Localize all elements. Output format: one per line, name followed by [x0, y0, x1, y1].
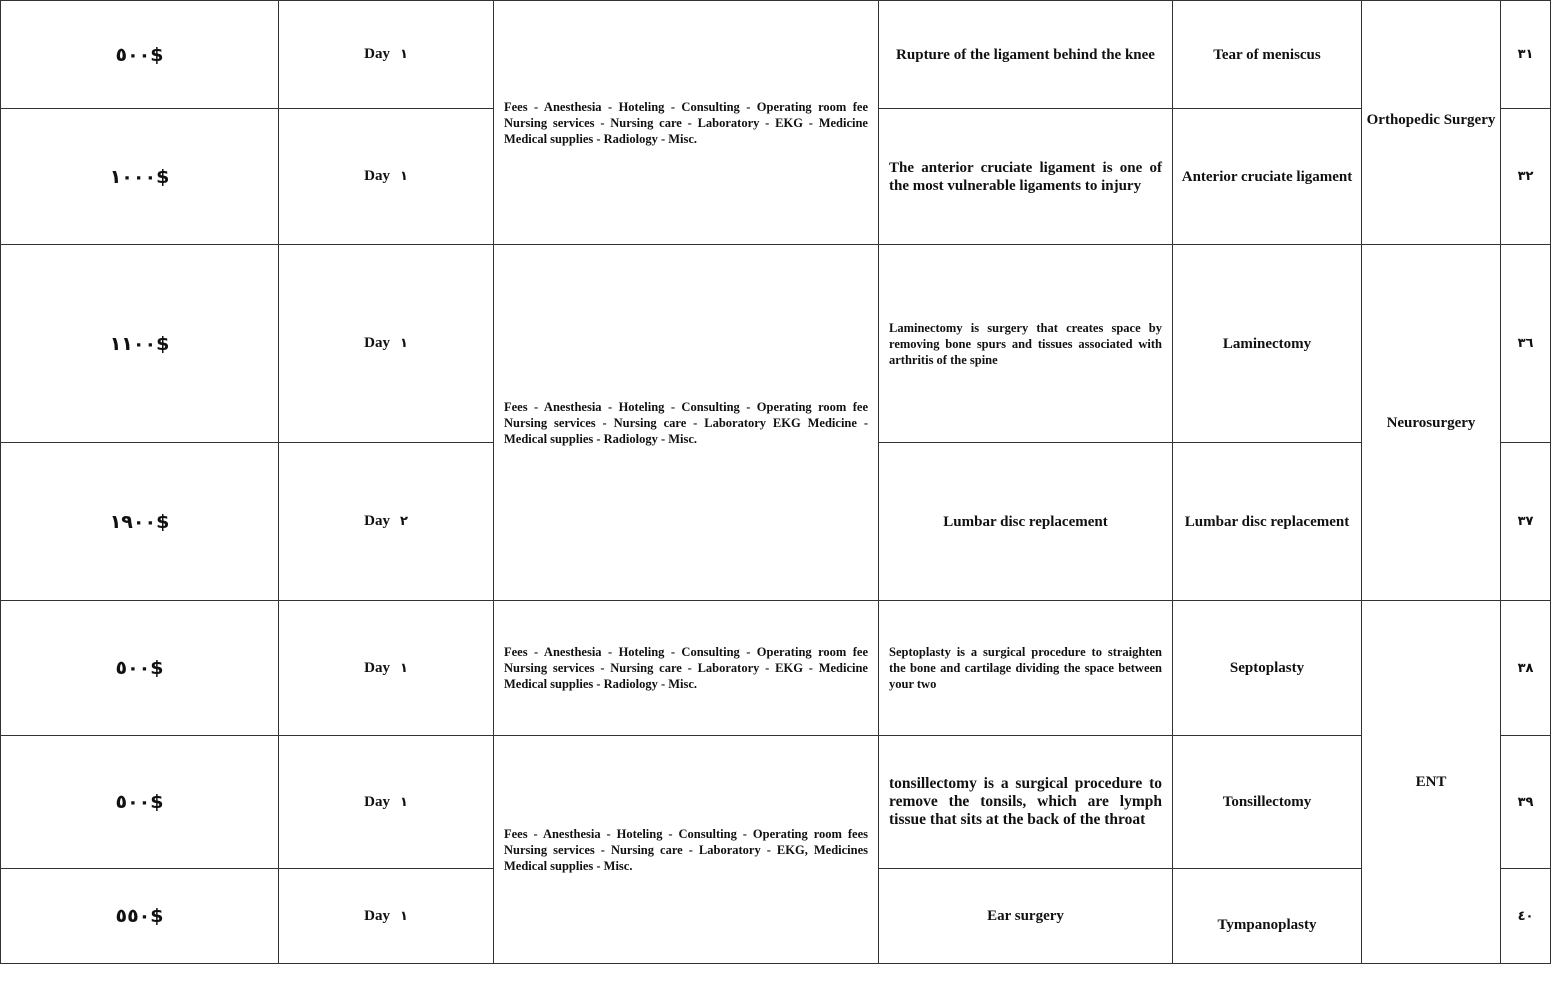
description-cell — [879, 601, 1173, 736]
services-cell: Fees - Anesthesia - Hoteling - Consulting - Operating room fee Nursing services - Nursing care - Laboratory - EKG - Medicine Medical supplies - Radiology - Misc. — [494, 601, 879, 736]
stay-unit: Day — [364, 513, 390, 529]
description-cell: Ear surgery — [879, 869, 1173, 964]
department-orthopedic: Orthopedic Surgery — [1366, 111, 1496, 128]
services-cell: Fees - Anesthesia - Hoteling - Consulting - Operating room fee Nursing services - Nursing care - Laboratory EKG Medicine - Medical supplies - Radiology - Misc. — [494, 245, 879, 601]
row-index: ٣٧ — [1501, 443, 1551, 601]
stay-unit: Day — [364, 907, 390, 924]
row-index: ٣١ — [1501, 1, 1551, 109]
price-cell: ٥٠٠$ — [1, 736, 279, 869]
stay-days: ٢ — [399, 514, 408, 529]
procedure-cell: Septoplasty — [1173, 601, 1362, 736]
row-index: ٣٢ — [1501, 109, 1551, 245]
description-cell: Lumbar disc replacement — [879, 443, 1173, 601]
stay-days: ١ — [399, 794, 408, 810]
stay-unit: Day — [364, 168, 390, 184]
stay-unit: Day — [364, 659, 390, 676]
stay-cell — [279, 601, 494, 736]
department-cell — [1362, 1, 1501, 245]
stay-cell — [279, 736, 494, 869]
stay-unit: Day — [364, 46, 390, 62]
services-cell: Fees - Anesthesia - Hoteling - Consulting - Operating room fee Nursing services - Nursing care - Laboratory - EKG - Medicine Medical supplies - Radiology - Misc. — [494, 1, 879, 245]
table-row — [1, 736, 1551, 869]
stay-cell — [279, 869, 494, 964]
table-row — [1, 245, 1551, 443]
services-cell: Fees - Anesthesia - Hoteling - Consulting - Operating room fees Nursing services - Nursing care - Laboratory - EKG, Medicines Medical supplies - Misc. — [494, 736, 879, 964]
table-row — [1, 601, 1551, 736]
department-cell — [1362, 601, 1501, 964]
price-cell: ٥٥٠$ — [1, 869, 279, 964]
stay-days: ١ — [399, 660, 408, 676]
description-cell: Rupture of the ligament behind the knee — [879, 1, 1173, 109]
description-cell: tonsillectomy is a surgical procedure to remove the tonsils, which are lymph tissue that sits at the back of the throat — [879, 736, 1173, 869]
stay-cell — [279, 245, 494, 443]
procedure-cell: Tonsillectomy — [1173, 736, 1362, 869]
stay-days: ١ — [399, 169, 408, 184]
stay-cell — [279, 1, 494, 109]
stay-cell — [279, 109, 494, 245]
row-index: ٤٠ — [1501, 869, 1551, 964]
stay-unit: Day — [364, 335, 390, 351]
price-cell: ١٩٠٠$ — [1, 443, 279, 601]
stay-cell — [279, 443, 494, 601]
price-cell: ٥٠٠$ — [1, 1, 279, 109]
description-text: Septoplasty is a surgical procedure to straighten the bone and cartilage dividing the space between your two — [889, 645, 1162, 691]
department-cell — [1362, 245, 1501, 601]
stay-unit: Day — [364, 793, 390, 810]
procedure-cell: Tympanoplasty — [1173, 869, 1362, 964]
procedure-cell: Tear of meniscus — [1173, 1, 1362, 109]
price-cell: ١٠٠٠$ — [1, 109, 279, 245]
row-index: ٣٨ — [1501, 601, 1551, 736]
row-index: ٣٦ — [1501, 245, 1551, 443]
department-neurosurgery: Neurosurgery — [1386, 414, 1476, 431]
stay-days: ١ — [399, 336, 408, 351]
department-ent: ENT — [1415, 774, 1447, 790]
table-row — [1, 1, 1551, 109]
description-cell: The anterior cruciate ligament is one of the most vulnerable ligaments to injury — [879, 109, 1173, 245]
procedure-cell: Laminectomy — [1173, 245, 1362, 443]
procedure-cell: Anterior cruciate ligament — [1173, 109, 1362, 245]
stay-days: ١ — [399, 908, 408, 924]
description-cell: Laminectomy is surgery that creates space by removing bone spurs and tissues associated with arthritis of the spine — [879, 245, 1173, 443]
row-index: ٣٩ — [1501, 736, 1551, 869]
price-cell: ١١٠٠$ — [1, 245, 279, 443]
stay-days: ١ — [399, 47, 408, 62]
procedure-cell: Lumbar disc replacement — [1173, 443, 1362, 601]
price-cell: ٥٠٠$ — [1, 601, 279, 736]
